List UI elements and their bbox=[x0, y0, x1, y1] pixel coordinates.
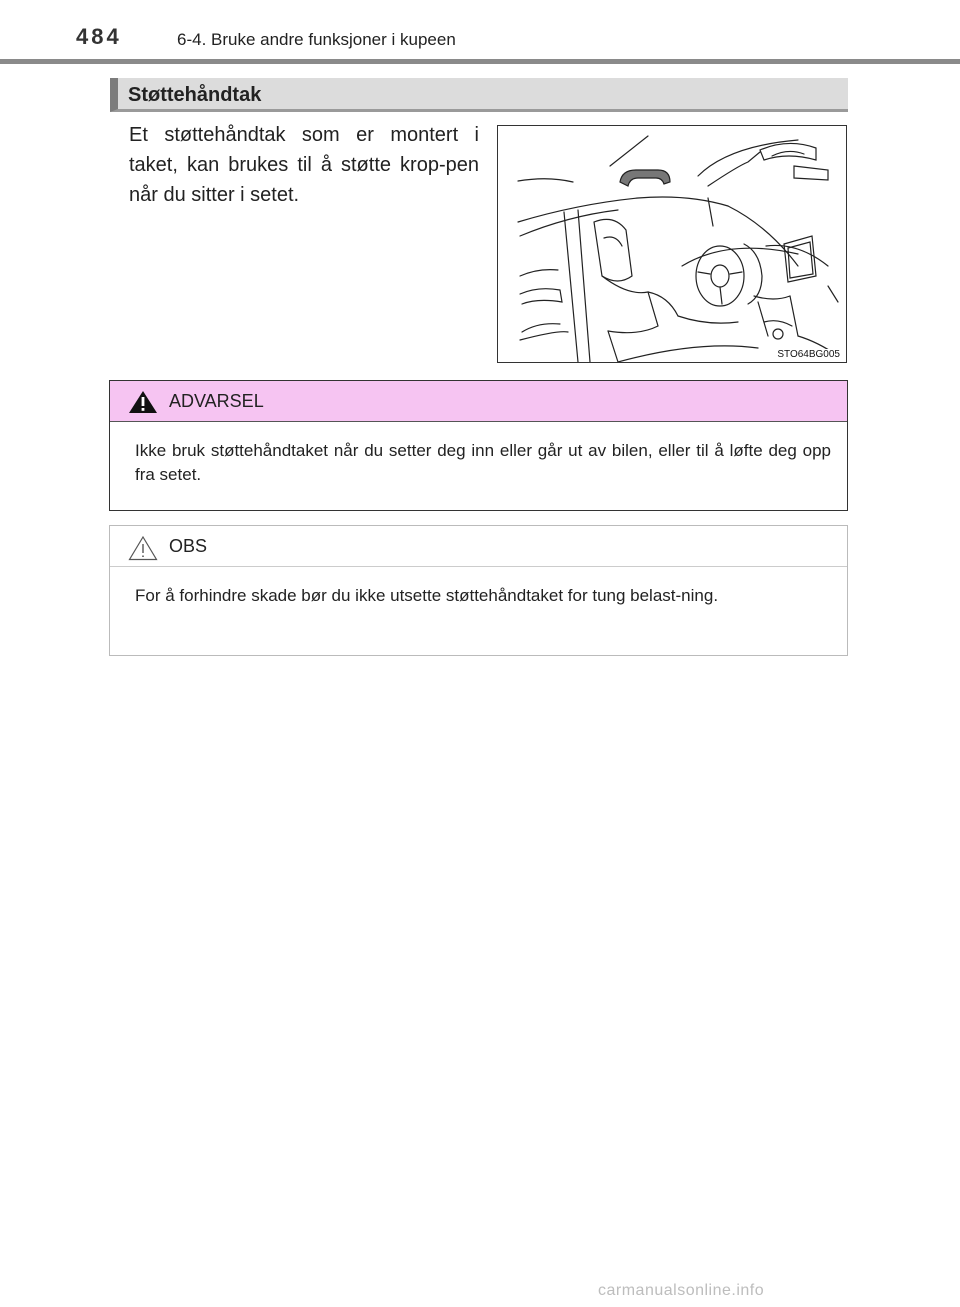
warning-header bbox=[110, 381, 847, 422]
warning-box bbox=[109, 380, 848, 511]
chapter-title: 6-4. Bruke andre funksjoner i kupeen bbox=[177, 30, 456, 49]
caution-text: For å forhindre skade bør du ikke utsette støttehåndtaket for tung belast-ning. bbox=[135, 586, 719, 605]
header-divider bbox=[0, 59, 960, 64]
caution-header bbox=[110, 526, 847, 567]
warning-text: Ikke bruk støttehåndtaket når du setter deg inn eller går ut av bilen, eller til å løfte deg opp fra setet. bbox=[135, 441, 831, 484]
caution-triangle-icon bbox=[128, 535, 158, 561]
section-heading bbox=[110, 78, 848, 112]
assist-grip-illustration-icon bbox=[498, 126, 846, 362]
caution-label: OBS bbox=[169, 536, 208, 556]
warning-triangle-icon bbox=[128, 390, 158, 414]
caution-box bbox=[109, 525, 848, 656]
section-body-text: Et støttehåndtak som er montert i taket, kan brukes til å støtte krop-pen når du sitter i setet. bbox=[129, 124, 479, 206]
watermark: carmanualsonline.info bbox=[598, 1282, 765, 1299]
section-heading-text: Støttehåndtak bbox=[128, 84, 262, 106]
figure-code: STO64BG005 bbox=[777, 349, 840, 360]
warning-label: ADVARSEL bbox=[169, 391, 264, 411]
page-number: 484 bbox=[76, 24, 122, 49]
assist-grip-figure bbox=[497, 125, 847, 363]
